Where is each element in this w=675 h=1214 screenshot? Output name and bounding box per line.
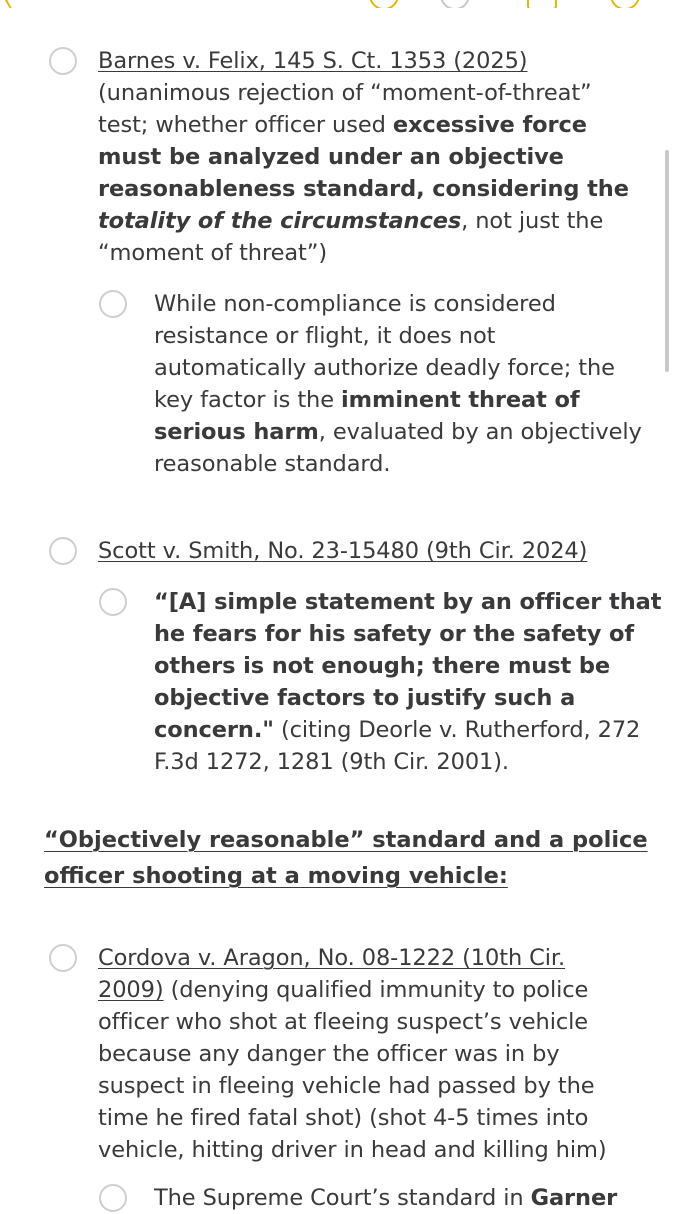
- case-desc-line: , not just the: [461, 208, 604, 234]
- case-desc-line: because any danger the officer was in by: [98, 1041, 560, 1067]
- case-desc-line: (unanimous rejection of “moment-of-threat”: [98, 80, 592, 106]
- heading-line: “Objectively reasonable” standard and a police: [44, 827, 648, 853]
- case-desc-line: reasonableness standard, considering the: [98, 176, 629, 202]
- sub-line: others is not enough; there must be: [154, 653, 611, 679]
- bold-phrase: imminent threat of: [341, 387, 580, 413]
- case-desc-line: must be analyzed under an objective: [98, 144, 564, 170]
- case-desc-line: vehicle, hitting driver in head and killing him): [98, 1137, 607, 1163]
- italic-phrase: totality of the circumstances: [98, 208, 462, 234]
- case-cordova-text: [98, 942, 607, 1166]
- case-citation[interactable]: Scott v. Smith, No. 23-15480 (9th Cir. 2024): [98, 538, 588, 564]
- sub-line: The Supreme Court’s standard in: [154, 1185, 524, 1211]
- bold-phrase: Garner: [530, 1185, 618, 1211]
- sub-line: reasonable standard.: [154, 451, 391, 477]
- case-citation[interactable]: 2009): [98, 977, 164, 1003]
- checklist-circle[interactable]: [99, 588, 127, 616]
- sub-line: (citing Deorle v. Rutherford, 272: [273, 717, 641, 743]
- sub-line: While non-compliance is considered: [154, 291, 556, 317]
- case-citation[interactable]: Cordova v. Aragon, No. 08-1222 (10th Cir.: [98, 945, 566, 971]
- case-scott-subitem: [154, 586, 661, 778]
- case-desc-line: officer who shot at fleeing suspect’s vehicle: [98, 1009, 589, 1035]
- case-desc-line: test; whether officer used: [98, 112, 386, 138]
- sub-line: resistance or flight, it does not: [154, 323, 496, 349]
- sub-line: “[A] simple statement by an officer that: [154, 589, 662, 615]
- heading-line: officer shooting at a moving vehicle:: [44, 863, 508, 889]
- bold-phrase: excessive force: [392, 112, 587, 138]
- bold-phrase: serious harm: [154, 419, 319, 445]
- bold-phrase: concern.": [154, 717, 274, 743]
- case-cordova-subitem: [154, 1182, 617, 1214]
- checklist-circle[interactable]: [99, 1184, 127, 1212]
- scrollbar[interactable]: [665, 150, 669, 372]
- case-scott-text: [98, 535, 587, 567]
- case-desc-line: suspect in fleeing vehicle had passed by the: [98, 1073, 595, 1099]
- sub-line: he fears for his safety or the safety of: [154, 621, 635, 647]
- case-desc-line: time he fired fatal shot) (shot 4-5 times into: [98, 1105, 589, 1131]
- sub-line: F.3d 1272, 1281 (9th Cir. 2001).: [154, 749, 509, 775]
- circle-icon[interactable]: [369, 0, 399, 8]
- case-barnes-subitem: [154, 288, 642, 480]
- case-citation[interactable]: Barnes v. Felix, 145 S. Ct. 1353 (2025): [98, 48, 528, 74]
- case-desc-line: “moment of threat”): [98, 240, 327, 266]
- compose-icon[interactable]: [610, 0, 640, 8]
- pencil-icon[interactable]: [4, 0, 22, 8]
- checklist-circle[interactable]: [49, 47, 77, 75]
- ellipsis-icon[interactable]: [440, 0, 470, 8]
- checklist-circle[interactable]: [49, 944, 77, 972]
- case-barnes-text: [98, 45, 629, 269]
- sub-line: , evaluated by an objectively: [318, 419, 642, 445]
- case-desc-line: (denying qualified immunity to police: [163, 977, 589, 1003]
- sub-line: automatically authorize deadly force; the: [154, 355, 615, 381]
- sub-line: key factor is the: [154, 387, 334, 413]
- sub-line: objective factors to justify such a: [154, 685, 576, 711]
- checklist-circle[interactable]: [99, 290, 127, 318]
- toolbar: [0, 0, 675, 8]
- section-heading: [44, 822, 648, 894]
- list-icon[interactable]: [527, 0, 557, 8]
- checklist-circle[interactable]: [49, 537, 77, 565]
